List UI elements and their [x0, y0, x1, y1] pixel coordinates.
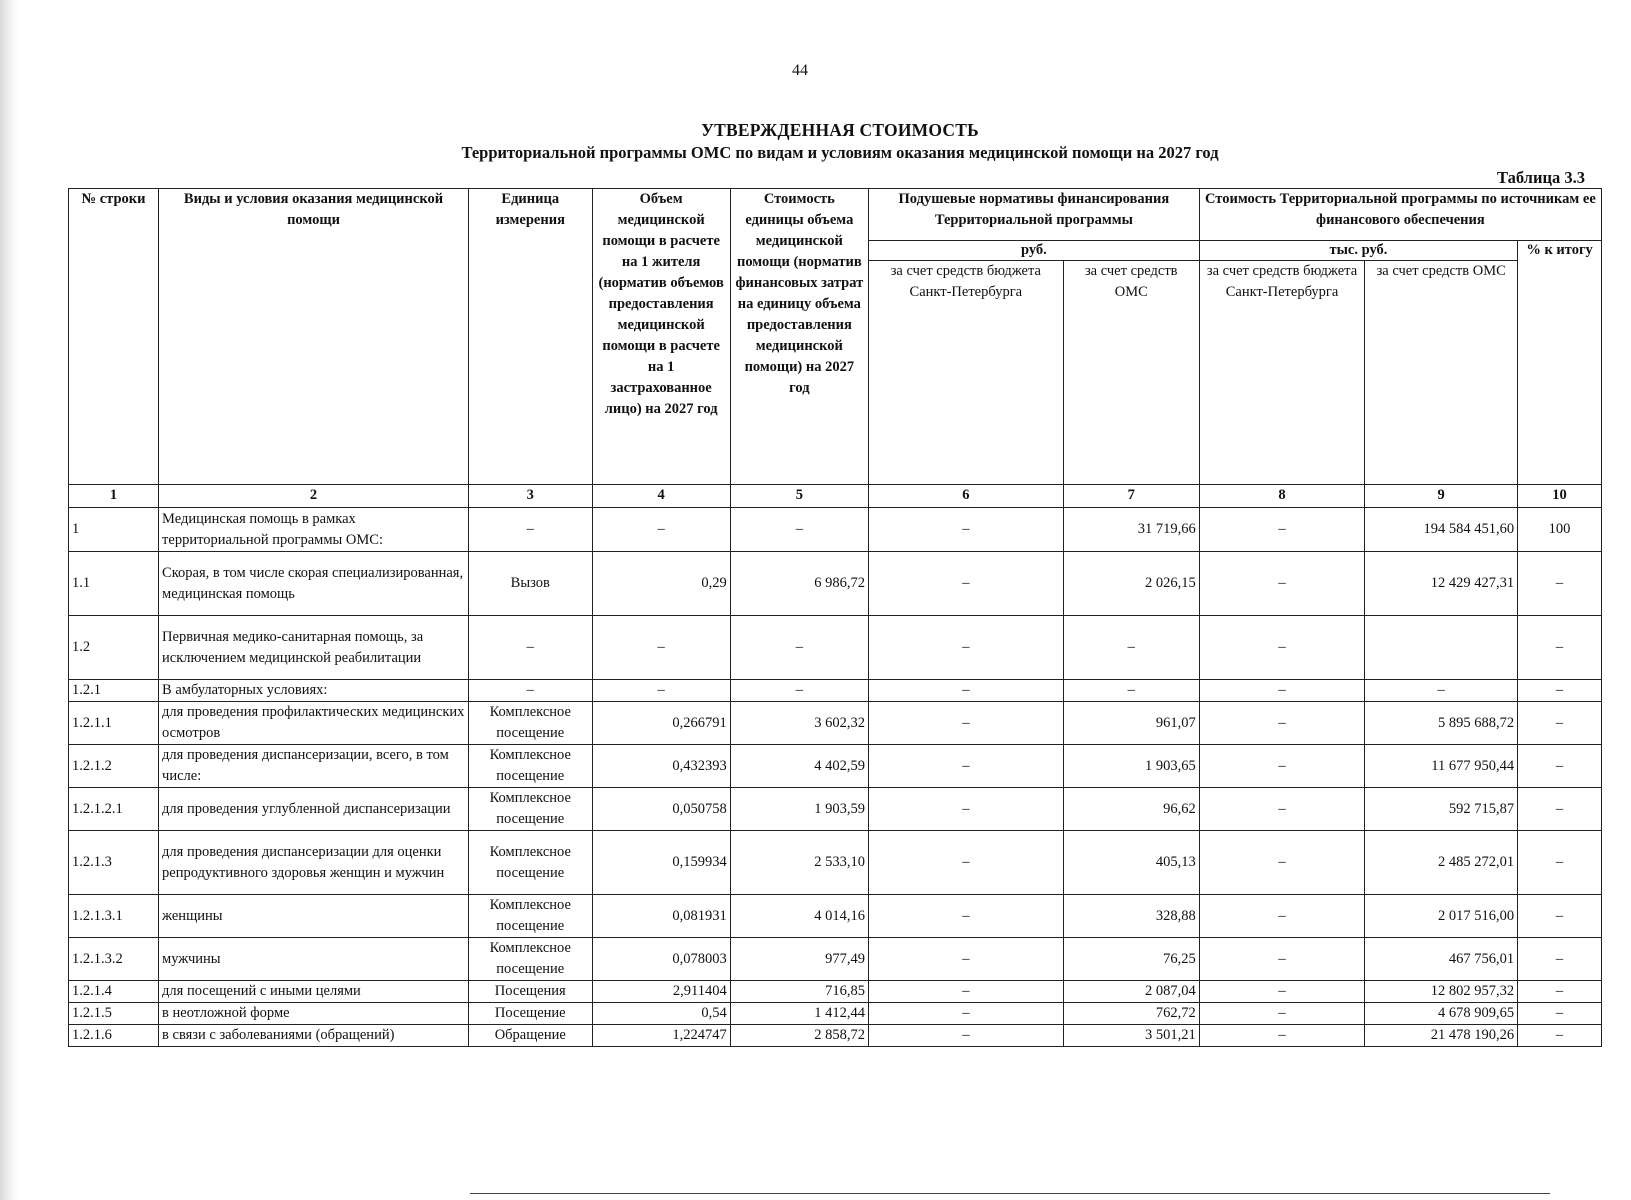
percent-of-total: 100 — [1518, 508, 1602, 552]
table-row — [69, 1025, 1602, 1047]
col-number: 1 — [69, 485, 159, 508]
care-type: для проведения диспансеризации для оценки репродуктивного здоровья женщин и мужчин — [159, 831, 469, 895]
unit: Комплексное посещение — [468, 745, 592, 788]
unit: Комплексное посещение — [468, 788, 592, 831]
table-row — [69, 702, 1602, 745]
unit-cost: 4 014,16 — [730, 895, 868, 938]
care-type: в связи с заболеваниями (обращений) — [159, 1025, 469, 1047]
unit-cost: 1 412,44 — [730, 1003, 868, 1025]
unit-cost: – — [730, 616, 868, 680]
per-capita-budget: – — [868, 831, 1063, 895]
per-capita-budget: – — [868, 981, 1063, 1003]
care-type: В амбулаторных условиях: — [159, 680, 469, 702]
document-title: УТВЕРЖДЕННАЯ СТОИМОСТЬ — [701, 120, 979, 140]
total-oms: 467 756,01 — [1365, 938, 1518, 981]
total-budget: – — [1199, 616, 1364, 680]
unit: Комплексное посещение — [468, 895, 592, 938]
care-type: для проведения диспансеризации, всего, в том числе: — [159, 745, 469, 788]
per-capita-budget: – — [868, 680, 1063, 702]
total-oms: 4 678 909,65 — [1365, 1003, 1518, 1025]
percent-of-total: – — [1518, 831, 1602, 895]
unit: – — [468, 616, 592, 680]
table-row — [69, 1003, 1602, 1025]
per-capita-oms: 2 026,15 — [1063, 552, 1199, 616]
percent-of-total: – — [1518, 616, 1602, 680]
per-capita-budget: – — [868, 1003, 1063, 1025]
total-oms — [1365, 616, 1518, 680]
percent-of-total: – — [1518, 680, 1602, 702]
row-number: 1.2.1.1 — [69, 702, 159, 745]
table-caption: Таблица 3.3 — [1497, 168, 1585, 187]
unit: Комплексное посещение — [468, 702, 592, 745]
unit-cost: 4 402,59 — [730, 745, 868, 788]
per-capita-budget: – — [868, 745, 1063, 788]
unit-cost: 716,85 — [730, 981, 868, 1003]
percent-of-total: – — [1518, 938, 1602, 981]
table-row — [69, 616, 1602, 680]
page-number: 44 — [792, 62, 808, 79]
volume: 0,54 — [592, 1003, 730, 1025]
row-number: 1.2 — [69, 616, 159, 680]
total-budget: – — [1199, 552, 1364, 616]
per-capita-oms: 76,25 — [1063, 938, 1199, 981]
per-capita-oms: 1 903,65 — [1063, 745, 1199, 788]
unit: Посещение — [468, 1003, 592, 1025]
header-unit-cost: Стоимость единицы объема медицинской помощи (норматив финансовых затрат на единицу объема предоставления медицинской помощи) на 2027 год — [730, 189, 868, 485]
header-care-type: Виды и условия оказания медицинской помощи — [159, 189, 469, 485]
care-type: Скорая, в том числе скорая специализированная, медицинская помощь — [159, 552, 469, 616]
unit-cost: 977,49 — [730, 938, 868, 981]
volume: 0,266791 — [592, 702, 730, 745]
table-row — [69, 938, 1602, 981]
volume: 0,432393 — [592, 745, 730, 788]
header-pc-budget: за счет средств бюджета Санкт-Петербурга — [868, 261, 1063, 485]
col-number: 3 — [468, 485, 592, 508]
unit-cost: – — [730, 680, 868, 702]
per-capita-oms: – — [1063, 616, 1199, 680]
per-capita-oms: 405,13 — [1063, 831, 1199, 895]
header-thousand-rub-unit: тыс. руб. — [1199, 241, 1517, 261]
percent-of-total: – — [1518, 745, 1602, 788]
care-type: в неотложной форме — [159, 1003, 469, 1025]
percent-of-total: – — [1518, 895, 1602, 938]
per-capita-oms: 96,62 — [1063, 788, 1199, 831]
unit-cost: 2 533,10 — [730, 831, 868, 895]
total-budget: – — [1199, 831, 1364, 895]
care-type: для проведения углубленной диспансеризации — [159, 788, 469, 831]
per-capita-budget: – — [868, 938, 1063, 981]
volume: – — [592, 680, 730, 702]
total-budget: – — [1199, 745, 1364, 788]
unit-cost: 2 858,72 — [730, 1025, 868, 1047]
col-number: 10 — [1518, 485, 1602, 508]
unit: Вызов — [468, 552, 592, 616]
unit: Посещения — [468, 981, 592, 1003]
per-capita-budget: – — [868, 1025, 1063, 1047]
col-number: 2 — [159, 485, 469, 508]
volume: 0,078003 — [592, 938, 730, 981]
table-row — [69, 981, 1602, 1003]
care-type: мужчины — [159, 938, 469, 981]
total-oms: 2 485 272,01 — [1365, 831, 1518, 895]
row-number: 1.2.1.4 — [69, 981, 159, 1003]
per-capita-oms: 762,72 — [1063, 1003, 1199, 1025]
row-number: 1.2.1.3.1 — [69, 895, 159, 938]
total-budget: – — [1199, 981, 1364, 1003]
row-number: 1.2.1.3.2 — [69, 938, 159, 981]
col-number: 4 — [592, 485, 730, 508]
unit: – — [468, 680, 592, 702]
percent-of-total: – — [1518, 552, 1602, 616]
care-type: Первичная медико-санитарная помощь, за исключением медицинской реабилитации — [159, 616, 469, 680]
percent-of-total: – — [1518, 981, 1602, 1003]
percent-of-total: – — [1518, 788, 1602, 831]
per-capita-budget: – — [868, 702, 1063, 745]
total-budget: – — [1199, 788, 1364, 831]
per-capita-budget: – — [868, 552, 1063, 616]
col-number: 9 — [1365, 485, 1518, 508]
percent-of-total: – — [1518, 1003, 1602, 1025]
col-number: 8 — [1199, 485, 1364, 508]
total-oms: 5 895 688,72 — [1365, 702, 1518, 745]
document-subtitle: Территориальной программы ОМС по видам и условиям оказания медицинской помощи на 2027 год — [461, 143, 1219, 162]
total-oms: 194 584 451,60 — [1365, 508, 1518, 552]
row-number: 1.2.1 — [69, 680, 159, 702]
unit-cost: 1 903,59 — [730, 788, 868, 831]
unit-cost: – — [730, 508, 868, 552]
header-total-budget: за счет средств бюджета Санкт-Петербурга — [1199, 261, 1364, 485]
total-oms: 21 478 190,26 — [1365, 1025, 1518, 1047]
unit-cost: 6 986,72 — [730, 552, 868, 616]
volume: – — [592, 508, 730, 552]
header-program-cost-group: Стоимость Территориальной программы по источникам ее финансового обеспечения — [1199, 189, 1601, 241]
total-budget: – — [1199, 938, 1364, 981]
footer-rule — [470, 1193, 1550, 1194]
unit-cost: 3 602,32 — [730, 702, 868, 745]
header-per-capita-group: Подушевые нормативы финансирования Территориальной программы — [868, 189, 1199, 241]
care-type: женщины — [159, 895, 469, 938]
row-number: 1.2.1.2.1 — [69, 788, 159, 831]
volume: 0,081931 — [592, 895, 730, 938]
volume: 0,050758 — [592, 788, 730, 831]
table-row — [69, 680, 1602, 702]
per-capita-oms: – — [1063, 680, 1199, 702]
row-number: 1.2.1.2 — [69, 745, 159, 788]
row-number: 1 — [69, 508, 159, 552]
total-budget: – — [1199, 680, 1364, 702]
per-capita-oms: 2 087,04 — [1063, 981, 1199, 1003]
row-number: 1.2.1.5 — [69, 1003, 159, 1025]
table-row — [69, 831, 1602, 895]
col-number: 6 — [868, 485, 1063, 508]
table-row — [69, 508, 1602, 552]
unit: Комплексное посещение — [468, 938, 592, 981]
volume: 1,224747 — [592, 1025, 730, 1047]
percent-of-total: – — [1518, 1025, 1602, 1047]
per-capita-oms: 31 719,66 — [1063, 508, 1199, 552]
unit: Обращение — [468, 1025, 592, 1047]
per-capita-oms: 961,07 — [1063, 702, 1199, 745]
table-row — [69, 895, 1602, 938]
header-rub-unit: руб. — [868, 241, 1199, 261]
total-budget: – — [1199, 1003, 1364, 1025]
col-number: 5 — [730, 485, 868, 508]
per-capita-budget: – — [868, 616, 1063, 680]
table-row — [69, 745, 1602, 788]
total-budget: – — [1199, 702, 1364, 745]
header-unit: Единица измерения — [468, 189, 592, 485]
per-capita-budget: – — [868, 788, 1063, 831]
percent-of-total: – — [1518, 702, 1602, 745]
unit: Комплексное посещение — [468, 831, 592, 895]
cost-table — [68, 188, 1602, 1047]
total-oms: 11 677 950,44 — [1365, 745, 1518, 788]
per-capita-budget: – — [868, 508, 1063, 552]
scan-edge-shadow — [0, 0, 18, 1200]
table-row — [69, 552, 1602, 616]
total-oms: 12 429 427,31 — [1365, 552, 1518, 616]
unit: – — [468, 508, 592, 552]
total-budget: – — [1199, 895, 1364, 938]
col-number: 7 — [1063, 485, 1199, 508]
header-percent-of-total: % к итогу — [1518, 241, 1602, 485]
total-oms: – — [1365, 680, 1518, 702]
total-oms: 12 802 957,32 — [1365, 981, 1518, 1003]
header-volume: Объем медицинской помощи в расчете на 1 жителя (норматив объемов предоставления медицинской помощи в расчете на 1 застрахованное лицо) на 2027 год — [592, 189, 730, 485]
header-row-number: № строки — [69, 189, 159, 485]
total-oms: 592 715,87 — [1365, 788, 1518, 831]
row-number: 1.2.1.6 — [69, 1025, 159, 1047]
row-number: 1.2.1.3 — [69, 831, 159, 895]
volume: 0,29 — [592, 552, 730, 616]
header-total-oms: за счет средств ОМС — [1365, 261, 1518, 485]
row-number: 1.1 — [69, 552, 159, 616]
per-capita-oms: 3 501,21 — [1063, 1025, 1199, 1047]
care-type: для проведения профилактических медицинских осмотров — [159, 702, 469, 745]
care-type: Медицинская помощь в рамках территориальной программы ОМС: — [159, 508, 469, 552]
volume: 2,911404 — [592, 981, 730, 1003]
per-capita-budget: – — [868, 895, 1063, 938]
total-budget: – — [1199, 1025, 1364, 1047]
volume: – — [592, 616, 730, 680]
per-capita-oms: 328,88 — [1063, 895, 1199, 938]
header-pc-oms: за счет средств ОМС — [1063, 261, 1199, 485]
table-row — [69, 788, 1602, 831]
volume: 0,159934 — [592, 831, 730, 895]
total-oms: 2 017 516,00 — [1365, 895, 1518, 938]
total-budget: – — [1199, 508, 1364, 552]
care-type: для посещений с иными целями — [159, 981, 469, 1003]
